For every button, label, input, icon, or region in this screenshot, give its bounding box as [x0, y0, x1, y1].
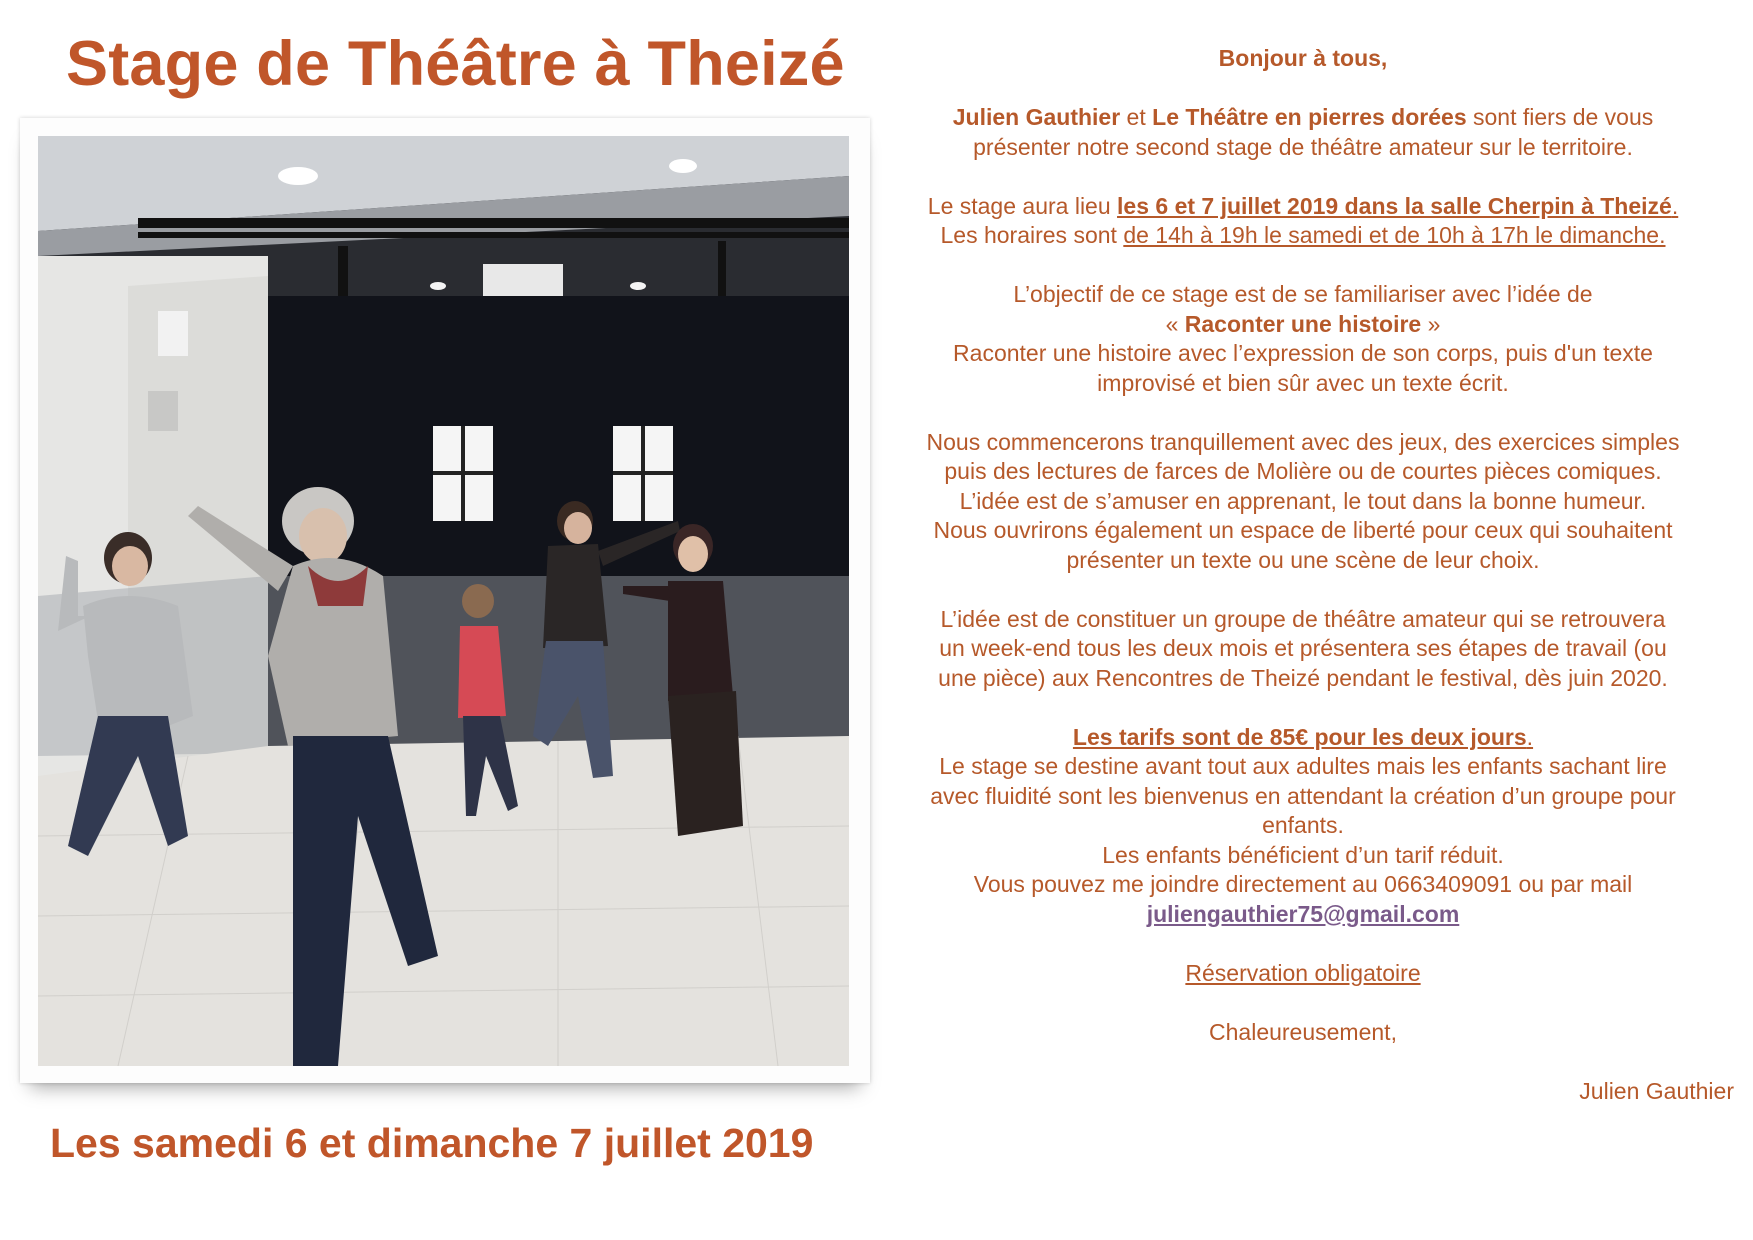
- invitation-letter: [872, 44, 1734, 1106]
- program-line: puis des lectures de farces de Molière ou de courtes pièces comiques.: [944, 458, 1662, 484]
- price-line: Le stage se destine avant tout aux adultes mais les enfants sachant lire: [939, 753, 1667, 779]
- workshop-photo-illustration: [38, 136, 849, 1066]
- group-line: une pièce) aux Rencontres de Theizé pendant le festival, dès juin 2020.: [938, 664, 1668, 691]
- email-line: [872, 900, 1734, 930]
- group-line: L’idée est de constituer un groupe de théâtre amateur qui se retrouvera: [940, 605, 1666, 632]
- program-line: Nous ouvrirons également un espace de liberté pour ceux qui souhaitent: [933, 517, 1673, 543]
- price-line: avec fluidité sont les bienvenus en attendant la création d’un groupe pour: [930, 782, 1676, 809]
- closing: Chaleureusement,: [1209, 1018, 1397, 1045]
- program-line: L’idée est de s’amuser en apprenant, le tout dans la bonne humeur.: [959, 487, 1647, 514]
- page-title: Stage de Théâtre à Theizé: [66, 29, 845, 99]
- price-headline: Les tarifs sont de 85€ pour les deux jours.: [1072, 723, 1534, 750]
- objective-line-3: Raconter une histoire avec l’expression de son corps, puis d'un texte: [953, 340, 1653, 366]
- price-line: Les enfants bénéficient d’un tarif réduit.: [1102, 841, 1504, 868]
- program-line: Nous commencerons tranquillement avec des jeux, des exercices simples: [926, 428, 1680, 455]
- venue-line: Le stage aura lieu les 6 et 7 juillet 2019 dans la salle Cherpin à Theizé.: [927, 192, 1679, 219]
- contact-line: Vous pouvez me joindre directement au 0663409091 ou par mail: [973, 871, 1633, 897]
- price-line: enfants.: [1262, 812, 1344, 838]
- group-line: un week-end tous les deux mois et présentera ses étapes de travail (ou: [939, 635, 1667, 661]
- hours-line: Les horaires sont de 14h à 19h le samedi et de 10h à 17h le dimanche.: [940, 222, 1666, 248]
- greeting: Bonjour à tous,: [1218, 45, 1388, 71]
- reservation-note: Réservation obligatoire: [1185, 959, 1421, 986]
- workshop-photo: [38, 136, 849, 1066]
- program-line: présenter un texte ou une scène de leur choix.: [1066, 546, 1540, 573]
- objective-line-4: improvisé et bien sûr avec un texte écrit.: [1097, 369, 1509, 396]
- event-dates: Les samedi 6 et dimanche 7 juillet 2019: [50, 1120, 814, 1166]
- signature: Julien Gauthier: [1579, 1077, 1734, 1104]
- email-link[interactable]: juliengauthier75@gmail.com: [1146, 900, 1460, 927]
- objective-quote: « Raconter une histoire »: [1165, 310, 1441, 337]
- photo-frame: [20, 118, 870, 1083]
- intro-line-2: présenter notre second stage de théâtre amateur sur le territoire.: [973, 133, 1633, 160]
- intro-line-1: Julien Gauthier et Le Théâtre en pierres dorées sont fiers de vous: [952, 104, 1654, 130]
- objective-line-1: L’objectif de ce stage est de se familiariser avec l’idée de: [1013, 281, 1593, 307]
